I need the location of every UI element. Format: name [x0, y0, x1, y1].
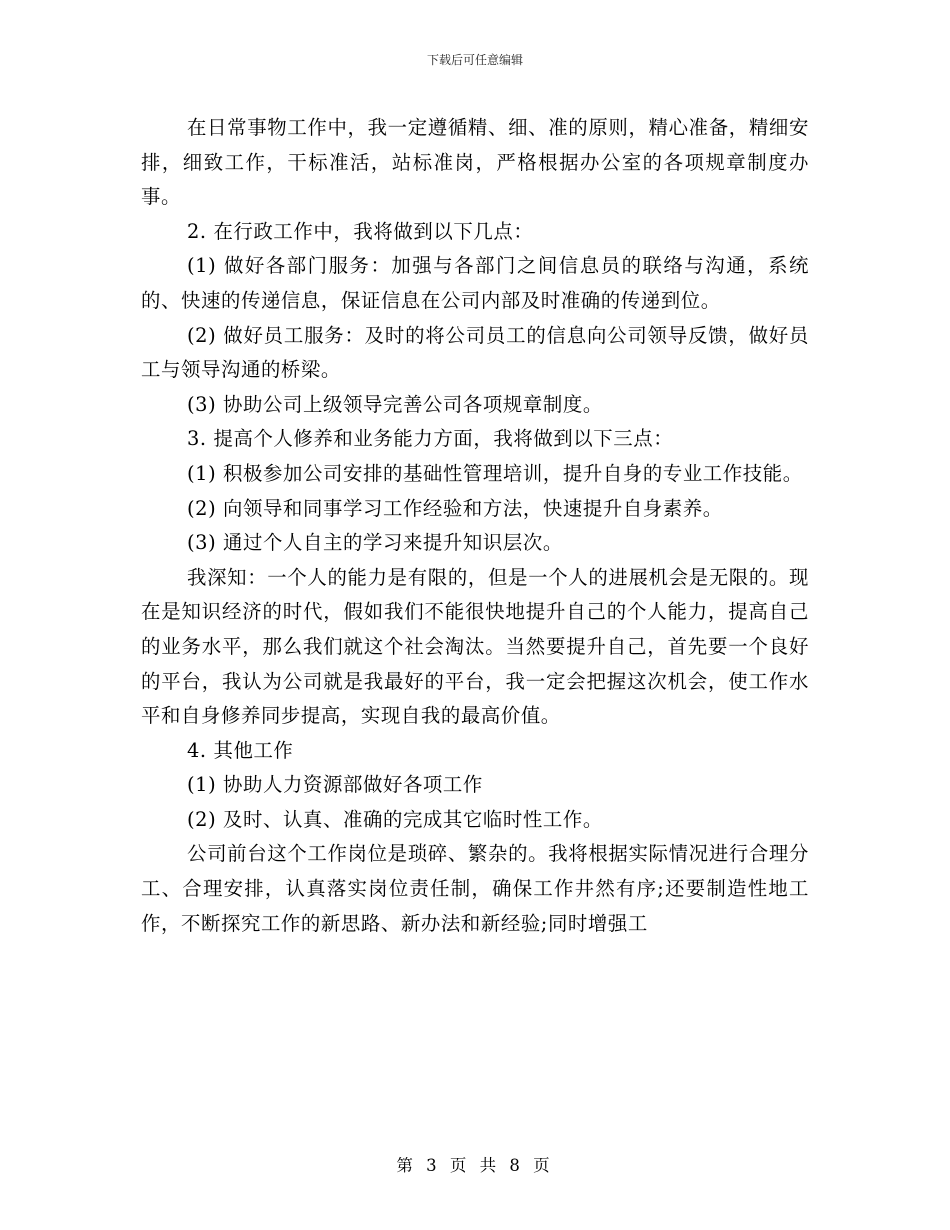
paragraph-11: 4. 其他工作 — [187, 738, 294, 762]
document-body — [141, 111, 809, 941]
page-header: 下载后可任意编辑 — [426, 53, 523, 67]
paragraph-4: (2) 做好员工服务：及时的将公司员工的信息向公司领导反馈，做好员工与领导沟通的桥梁。 — [141, 323, 809, 382]
paragraph-7: (1) 积极参加公司安排的基础性管理培训，提升自身的专业工作技能。 — [187, 461, 803, 485]
paragraph-6: 3. 提高个人修养和业务能力方面，我将做到以下三点： — [187, 427, 674, 451]
paragraph-14: 公司前台这个工作岗位是琐碎、繁杂的。我将根据实际情况进行合理分工、合理安排，认真落实岗位责任制，确保工作井然有序;还要制造性地工作，不断探究工作的新思路、新办法和新经验;同时增强工 — [141, 842, 809, 935]
paragraph-3: (1) 做好各部门服务：加强与各部门之间信息员的联络与沟通，系统的、快速的传递信息，保证信息在公司内部及时准确的传递到位。 — [141, 254, 809, 312]
paragraph-9: (3) 通过个人自主的学习来提升知识层次。 — [187, 531, 563, 555]
paragraph-5: (3) 协助公司上级领导完善公司各项规章制度。 — [187, 392, 603, 416]
paragraph-13: (2) 及时、认真、准确的完成其它临时性工作。 — [187, 807, 603, 831]
page-number: 第 3 页 共 8 页 — [396, 1156, 554, 1175]
paragraph-8: (2) 向领导和同事学习工作经验和方法，快速提升自身素养。 — [187, 496, 723, 520]
paragraph-1: 在日常事物工作中，我一定遵循精、细、准的原则，精心准备，精细安排，细致工作，干标准活，站标准岗，严格根据办公室的各项规章制度办事。 — [141, 116, 809, 209]
paragraph-12: (1) 协助人力资源部做好各项工作 — [187, 773, 483, 797]
paragraph-10: 我深知：一个人的能力是有限的，但是一个人的进展机会是无限的。现在是知识经济的时代，假如我们不能很快地提升自己的个人能力，提高自己的业务水平，那么我们就这个社会淘汰。当然要提升自己，首先要一个良好的平台，我认为公司就是我最好的平台，我一定会把握这次机会，使工作水平和自身修养同步提高，实现自我的最高价值。 — [141, 565, 809, 728]
paragraph-2: 2. 在行政工作中，我将做到以下几点： — [187, 219, 534, 243]
